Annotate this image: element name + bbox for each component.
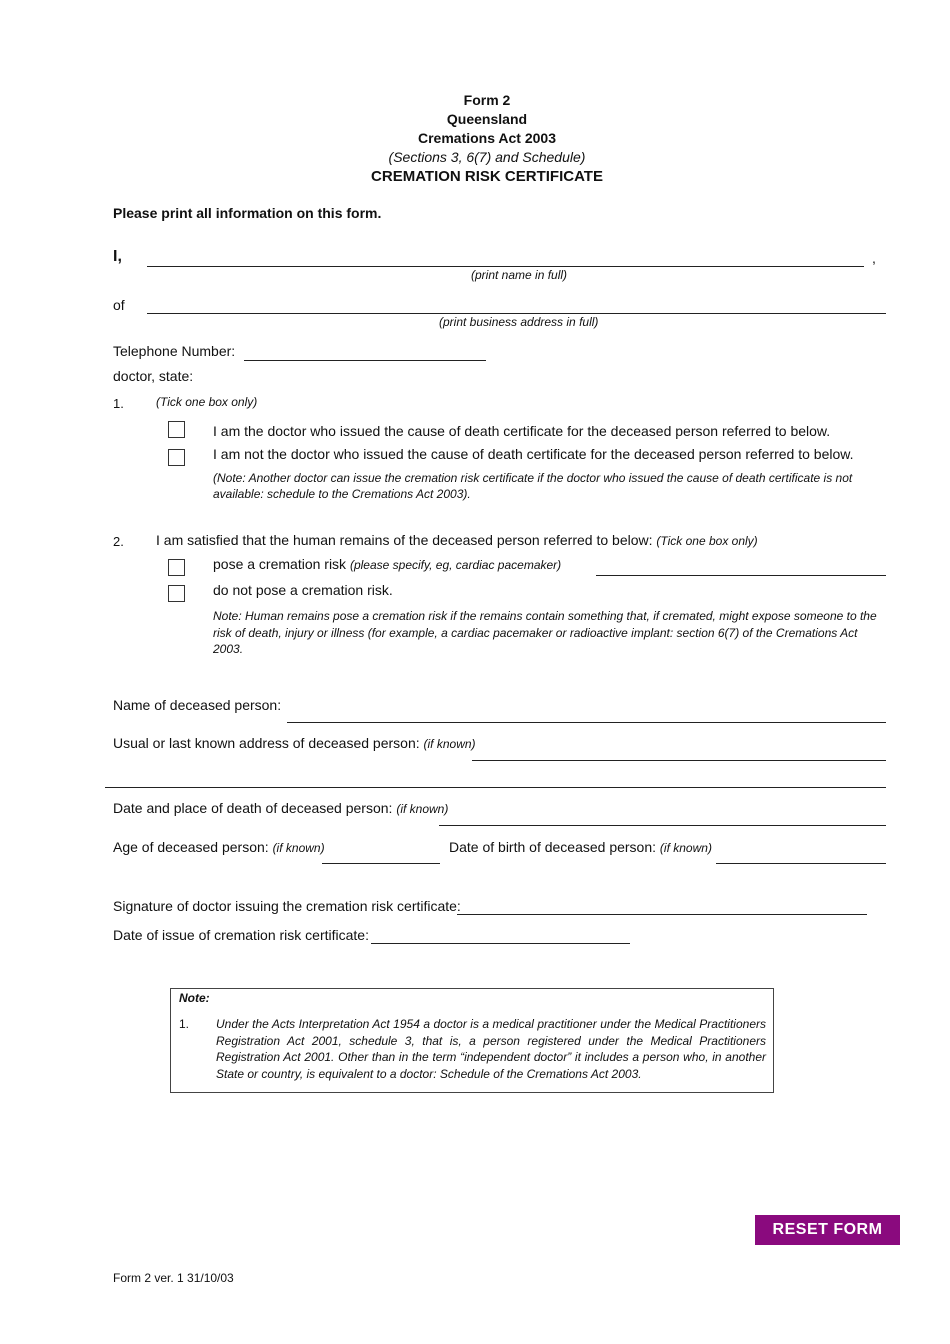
q2-option-a (213, 556, 561, 572)
page-title: CREMATION RISK CERTIFICATE (371, 168, 603, 185)
note-number: 1. (179, 1017, 190, 1031)
q1-option-a-checkbox[interactable] (168, 421, 185, 438)
phone-label: Telephone Number: (113, 343, 236, 359)
q1-number: 1. (113, 396, 124, 411)
note-body (216, 1016, 766, 1082)
q2-statement-text: I am satisfied that the human remains of the deceased person referred to below: (156, 532, 653, 548)
deceased-address-line-2-input[interactable] (105, 771, 886, 788)
note-line-3: Registration Act 2001. Other than in the term “independent doctor” it includes a person who, in another (216, 1050, 766, 1064)
q2-statement (156, 532, 758, 548)
deceased-address-hint: (if known) (423, 737, 476, 751)
q2-number: 2. (113, 534, 124, 549)
age-label: Age of deceased person: (113, 839, 269, 855)
q2-note-line-3: 2003. (213, 642, 244, 656)
q2-option-a-checkbox[interactable] (168, 559, 185, 576)
dob-hint: (if known) (659, 841, 712, 855)
age-input[interactable] (322, 847, 440, 864)
q2-note-line-2: risk of death, injury or illness (for example, a cardiac pacemaker or radioactive implant: section 6(7) of the Cremations Act (213, 626, 858, 640)
q1-option-b-checkbox[interactable] (168, 449, 185, 466)
act-name: Cremations Act 2003 (418, 130, 556, 146)
of-label: of (113, 297, 125, 313)
deceased-address-label: Usual or last known address of deceased person: (113, 735, 420, 751)
q2-option-b-label: do not pose a cremation risk. (213, 582, 393, 598)
q1-note-line-1: (Note: Another doctor can issue the cremation risk certificate if the doctor who issued the cause of death certificate is not (213, 471, 853, 485)
deceased-address-input[interactable] (472, 744, 886, 761)
q1-option-a-label: I am the doctor who issued the cause of death certificate for the deceased person referred to below. (213, 423, 831, 439)
q2-option-a-label: pose a cremation risk (213, 556, 347, 572)
note-line-4: State or country, is equivalent to a doctor: Schedule of the Cremations Act 2003. (216, 1066, 642, 1081)
q1-instruction: (Tick one box only) (156, 395, 258, 409)
address-caption: (print business address in full) (439, 315, 599, 329)
note-line-1: Under the Acts Interpretation Act 1954 a doctor is a medical practitioner under the Medical Practitioners (216, 1017, 766, 1031)
full-name-input[interactable] (147, 250, 864, 267)
issue-date-label: Date of issue of cremation risk certificate: (113, 927, 369, 943)
doctor-state-label: doctor, state: (113, 368, 194, 384)
dob-row (449, 839, 712, 855)
business-address-input[interactable] (147, 297, 886, 314)
q2-instruction: (Tick one box only) (656, 534, 758, 548)
phone-input[interactable] (244, 344, 486, 361)
q1-option-b-label: I am not the doctor who issued the cause of death certificate for the deceased person referred to below. (213, 446, 854, 462)
death-row (113, 800, 448, 816)
sections-ref: (Sections 3, 6(7) and Schedule) (388, 149, 586, 165)
q2-option-a-hint: (please specify, eg, cardiac pacemaker) (349, 558, 562, 572)
deceased-address-row (113, 735, 476, 751)
cremation-risk-specify-input[interactable] (596, 559, 886, 576)
name-caption: (print name in full) (471, 268, 568, 282)
death-date-place-input[interactable] (439, 809, 886, 826)
state-name: Queensland (446, 111, 528, 127)
q2-option-b-checkbox[interactable] (168, 585, 185, 602)
death-label: Date and place of death of deceased person: (113, 800, 393, 816)
instruction-text: Please print all information on this form. (113, 205, 382, 221)
deceased-name-input[interactable] (287, 706, 886, 723)
q2-note-line-1: Note: Human remains pose a cremation risk if the remains contain something that, if cremated, might expose someone to the (213, 609, 877, 623)
dob-input[interactable] (716, 847, 886, 864)
form-version-footer: Form 2 ver. 1 31/10/03 (113, 1271, 234, 1285)
note-line-2: Registration Act 2001, schedule 3, that is, a person registered under the Medical Practitioners (216, 1033, 766, 1048)
i-label: I, (113, 248, 122, 265)
note-title: Note: (179, 991, 210, 1005)
signature-label: Signature of doctor issuing the cremation risk certificate: (113, 898, 461, 914)
deceased-name-label: Name of deceased person: (113, 697, 282, 713)
comma-mark: , (872, 250, 876, 266)
q1-note-line-2: available: schedule to the Cremations Act 2003). (213, 487, 471, 501)
reset-form-button[interactable]: RESET FORM (755, 1215, 900, 1245)
issue-date-input[interactable] (371, 927, 630, 944)
form-number: Form 2 (463, 92, 511, 108)
age-hint: (if known) (272, 841, 325, 855)
death-hint: (if known) (396, 802, 449, 816)
age-row (113, 839, 325, 855)
dob-label: Date of birth of deceased person: (449, 839, 657, 855)
signature-input[interactable] (457, 898, 867, 915)
